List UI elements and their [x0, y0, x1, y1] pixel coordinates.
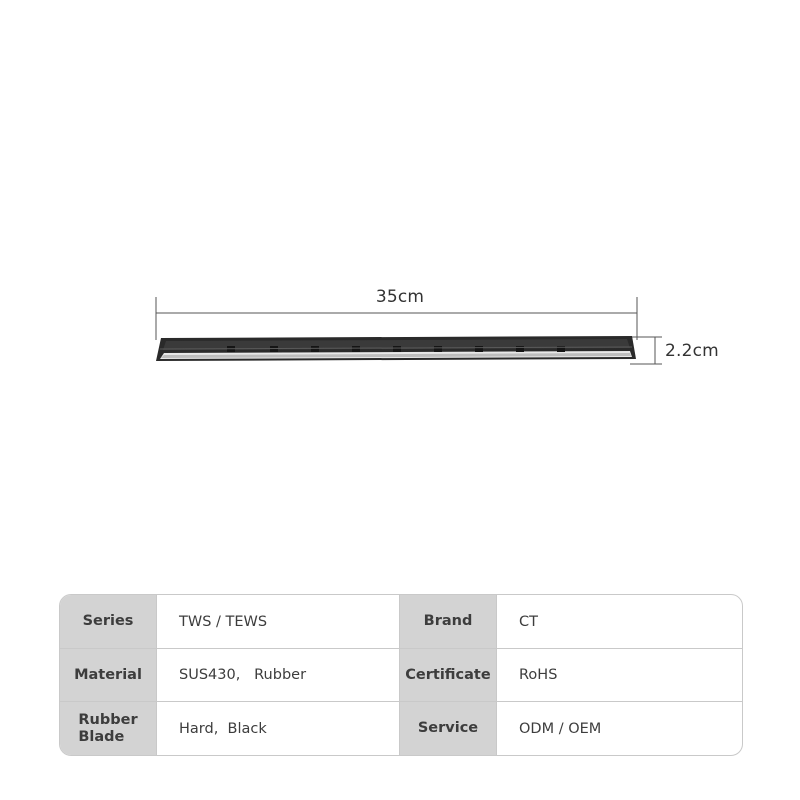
height-dimension-line: [630, 337, 662, 364]
spec-value-brand: CT: [497, 595, 742, 649]
spec-label-series: Series: [60, 595, 157, 649]
spec-value-series: TWS / TEWS: [157, 595, 400, 649]
spec-value-service: ODM / OEM: [519, 720, 602, 737]
spec-label-brand: Brand: [400, 595, 497, 649]
squeegee-channel: [156, 336, 636, 361]
spec-label-rubber-blade-line1: Rubber: [78, 711, 138, 728]
spec-label-material: Material: [60, 649, 157, 702]
spec-table: [59, 594, 743, 756]
spec-label-rubber-blade: [60, 702, 157, 755]
spec-label-service: Service: [400, 702, 497, 755]
spec-label-rubber-blade-line2: Blade: [78, 728, 125, 745]
spec-label-certificate: Certificate: [400, 649, 497, 702]
width-dimension-label: 35cm: [375, 287, 425, 307]
spec-value-rubber-blade: Hard, Black: [157, 702, 400, 755]
spec-value-certificate: RoHS: [497, 649, 742, 702]
spec-value-material: SUS430, Rubber: [157, 649, 400, 702]
height-dimension-label: 2.2cm: [665, 341, 719, 361]
